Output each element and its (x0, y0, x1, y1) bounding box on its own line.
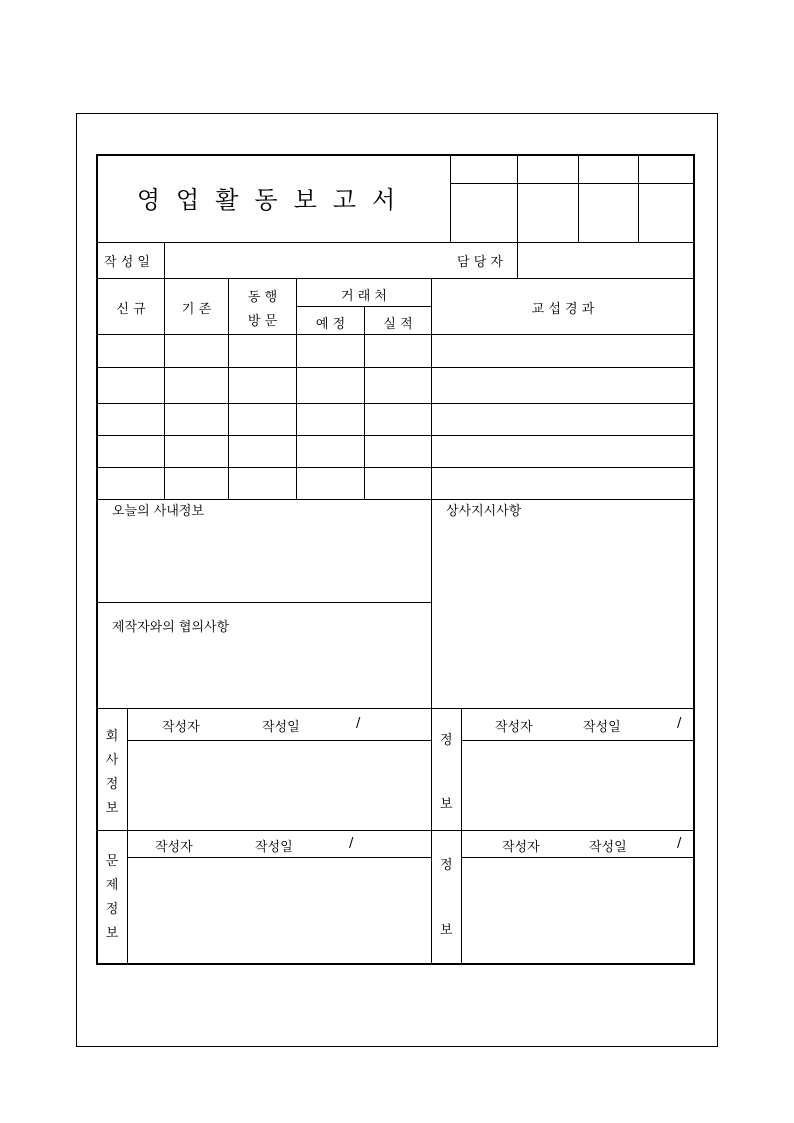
col-accompany: 동 행 (247, 290, 278, 305)
section-line (97, 602, 431, 603)
col-line (296, 278, 297, 499)
info-label-bottom: 보 (440, 923, 453, 938)
col-visit: 방 문 (247, 314, 278, 329)
row-line (97, 242, 694, 243)
col-line (127, 708, 128, 964)
company-info-label: 회 사 정 보 (105, 729, 119, 816)
col-actual: 실 적 (383, 317, 413, 332)
written-date-label: 작성일 (262, 720, 300, 735)
approval-col-line (578, 155, 579, 243)
manager-field[interactable] (519, 244, 693, 276)
section-line (97, 830, 694, 831)
company-news-label: 오늘의 사내정보 (112, 504, 205, 519)
col-planned: 예 정 (315, 317, 346, 332)
approval-col-line (517, 155, 518, 243)
table-row (97, 467, 694, 468)
col-result: 교 섭 경 과 (531, 302, 595, 317)
client-sub-line (296, 306, 431, 307)
author-label: 작성자 (155, 840, 193, 855)
col-new: 신 규 (116, 302, 146, 317)
manager-label: 담 당 자 (457, 255, 503, 270)
col-line (431, 278, 432, 708)
date-slash: / (677, 716, 682, 731)
info-field[interactable] (463, 742, 693, 828)
info-header-line (461, 857, 694, 858)
table-row (97, 435, 694, 436)
producer-agreement-field[interactable] (99, 634, 429, 706)
date-slash: / (677, 836, 682, 851)
info-label-top: 정 (440, 858, 453, 873)
approval-divider (450, 155, 451, 243)
info-label-top: 정 (440, 733, 453, 748)
date-field[interactable] (166, 244, 448, 276)
date-slash: / (356, 716, 361, 731)
col-line (431, 708, 432, 964)
author-label: 작성자 (495, 720, 533, 735)
info-field[interactable] (463, 859, 693, 962)
company-info-field[interactable] (129, 742, 429, 828)
problem-info-label: 문 제 정 보 (105, 854, 119, 941)
col-client: 거 래 처 (341, 289, 387, 304)
author-label: 작성자 (162, 720, 200, 735)
written-date-label: 작성일 (255, 840, 293, 855)
date-label: 작 성 일 (104, 255, 150, 270)
company-news-field[interactable] (99, 518, 429, 600)
info-header-line (127, 857, 431, 858)
table-header-bottom (97, 334, 694, 335)
problem-info-field[interactable] (129, 859, 429, 962)
written-date-label: 작성일 (583, 720, 621, 735)
boss-instructions-label: 상사지시사항 (446, 504, 522, 519)
date-slash: / (349, 836, 354, 851)
approval-col-line (638, 155, 639, 243)
table-row (97, 403, 694, 404)
approval-header-line (450, 183, 694, 184)
form-title: 영업활동보고서 (136, 186, 412, 214)
col-existing: 기 존 (181, 302, 212, 317)
info-header-line (461, 740, 694, 741)
section-line (97, 708, 694, 709)
info-header-line (127, 740, 431, 741)
table-row (97, 367, 694, 368)
col-line (517, 242, 518, 278)
info-label-bottom: 보 (440, 797, 453, 812)
author-label: 작성자 (502, 840, 540, 855)
col-line (461, 708, 462, 964)
row-line (97, 278, 694, 279)
boss-instructions-field[interactable] (433, 518, 693, 706)
col-line (164, 242, 165, 278)
producer-agreement-label: 제작자와의 협의사항 (112, 620, 230, 635)
written-date-label: 작성일 (589, 840, 627, 855)
